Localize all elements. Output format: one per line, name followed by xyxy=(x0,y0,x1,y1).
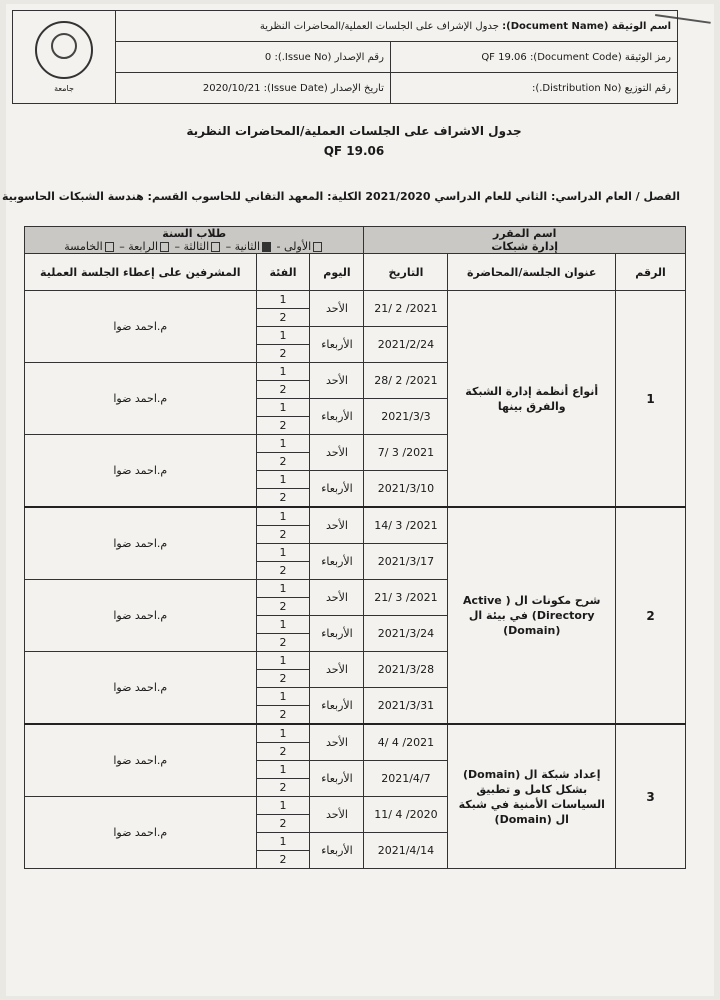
session-day: الأربعاء xyxy=(310,688,364,725)
session-date: 2021/3/31 xyxy=(364,688,448,725)
class-group: 1 xyxy=(256,652,310,670)
session-date: 2021/4/14 xyxy=(364,833,448,869)
year-fourth: الرابعة – xyxy=(119,240,159,253)
doc-code-cell xyxy=(390,42,677,73)
checkbox-icon xyxy=(105,242,114,252)
doc-name-label: اسم الوثيقة (Document Name): xyxy=(502,20,671,32)
checkbox-checked-icon xyxy=(262,242,271,252)
schedule-row xyxy=(25,291,686,309)
class-group: 2 xyxy=(256,417,310,435)
section-number: 3 xyxy=(616,724,686,869)
session-date: 2021/ 2 /21 xyxy=(364,291,448,327)
class-group: 2 xyxy=(256,309,310,327)
session-day: الأربعاء xyxy=(310,761,364,797)
class-group: 2 xyxy=(256,706,310,725)
class-group: 1 xyxy=(256,580,310,598)
session-day: الأربعاء xyxy=(310,471,364,508)
issue-date-label: تاريخ الإصدار (Issue Date): xyxy=(263,82,384,94)
session-date: 2021/ 4 /4 xyxy=(364,724,448,761)
session-date: 2021/3/3 xyxy=(364,399,448,435)
supervisor-cell: م.احمد ضوا xyxy=(25,724,257,797)
supervisor-cell: م.احمد ضوا xyxy=(25,580,257,652)
semester-info: الفصل / العام الدراسي: الثاني للعام الدراسي 2021/2020 الكلية: المعهد التقاني للحاسوب القسم: هندسة الشبكات الحاسوبية xyxy=(1,190,680,203)
checkbox-icon xyxy=(211,242,220,252)
schedule-table xyxy=(24,226,686,869)
class-group: 2 xyxy=(256,670,310,688)
session-day: الأربعاء xyxy=(310,616,364,652)
session-day: الأحد xyxy=(310,363,364,399)
session-day: الأحد xyxy=(310,652,364,688)
class-group: 1 xyxy=(256,363,310,381)
class-group: 2 xyxy=(256,345,310,363)
class-group: 1 xyxy=(256,507,310,526)
session-day: الأحد xyxy=(310,435,364,471)
students-label: طلاب السنة xyxy=(162,227,227,240)
class-group: 2 xyxy=(256,851,310,869)
class-group: 1 xyxy=(256,833,310,851)
class-group: 2 xyxy=(256,381,310,399)
col-class: الفئة xyxy=(256,254,310,291)
session-day: الأحد xyxy=(310,291,364,327)
session-date: 2021/2/24 xyxy=(364,327,448,363)
col-date: التاريخ xyxy=(364,254,448,291)
section-topic: شرح مكونات ال ( Active Directory) في بيئة ال (Domain) xyxy=(448,507,616,724)
session-date: 2021/ 3 /7 xyxy=(364,435,448,471)
session-date: 2021/4/7 xyxy=(364,761,448,797)
session-day: الأحد xyxy=(310,580,364,616)
class-group: 1 xyxy=(256,399,310,417)
session-date: 2021/ 3 /14 xyxy=(364,507,448,544)
class-group: 1 xyxy=(256,544,310,562)
session-day: الأحد xyxy=(310,507,364,544)
session-date: 2021/3/10 xyxy=(364,471,448,508)
session-day: الأحد xyxy=(310,797,364,833)
page-title: جدول الاشراف على الجلسات العملية/المحاضرات النظرية xyxy=(186,124,522,138)
schedule-row xyxy=(25,507,686,526)
year-fifth: الخامسة xyxy=(64,240,103,253)
session-day: الأربعاء xyxy=(310,544,364,580)
class-group: 2 xyxy=(256,743,310,761)
class-group: 1 xyxy=(256,327,310,345)
supervisor-cell: م.احمد ضوا xyxy=(25,797,257,869)
class-group: 1 xyxy=(256,291,310,309)
col-day: اليوم xyxy=(310,254,364,291)
column-header-row xyxy=(25,254,686,291)
year-third: الثالثة – xyxy=(174,240,210,253)
checkbox-icon xyxy=(160,242,169,252)
course-value: إدارة شبكات xyxy=(491,240,559,253)
class-group: 1 xyxy=(256,688,310,706)
session-date: 2021/3/17 xyxy=(364,544,448,580)
dist-no-cell xyxy=(390,73,677,104)
course-label: اسم المقرر xyxy=(493,227,557,240)
class-group: 2 xyxy=(256,562,310,580)
student-year-cell xyxy=(25,227,364,254)
page-subtitle: QF 19.06 xyxy=(323,144,385,158)
doc-code-value: QF 19.06 xyxy=(481,51,527,63)
class-group: 2 xyxy=(256,815,310,833)
section-number: 2 xyxy=(616,507,686,724)
supervisor-cell: م.احمد ضوا xyxy=(25,507,257,580)
checkbox-icon xyxy=(313,242,322,252)
dist-no-label: رقم التوزيع (Distribution No.): xyxy=(531,82,671,94)
doc-name-value: جدول الإشراف على الجلسات العملية/المحاضرات النظرية xyxy=(259,20,499,32)
logo-cell xyxy=(13,11,116,104)
schedule-body xyxy=(25,291,686,869)
issue-date-cell xyxy=(116,73,391,104)
col-no: الرقم xyxy=(616,254,686,291)
session-date: 2021/3/28 xyxy=(364,652,448,688)
session-day: الأربعاء xyxy=(310,399,364,435)
schedule-row xyxy=(25,724,686,743)
university-logo-icon xyxy=(35,21,93,79)
section-topic: أنواع أنظمة إدارة الشبكة والفرق بينها xyxy=(448,291,616,508)
class-group: 2 xyxy=(256,489,310,508)
session-date: 2021/ 3 /21 xyxy=(364,580,448,616)
supervisor-cell: م.احمد ضوا xyxy=(25,291,257,363)
class-group: 2 xyxy=(256,598,310,616)
class-group: 1 xyxy=(256,724,310,743)
class-group: 2 xyxy=(256,526,310,544)
class-group: 1 xyxy=(256,761,310,779)
course-row xyxy=(25,227,686,254)
class-group: 1 xyxy=(256,616,310,634)
issue-no-label: رقم الإصدار (Issue No.): xyxy=(274,51,384,63)
session-date: 2021/3/24 xyxy=(364,616,448,652)
session-day: الأربعاء xyxy=(310,833,364,869)
col-title: عنوان الجلسة/المحاضرة xyxy=(448,254,616,291)
supervisor-cell: م.احمد ضوا xyxy=(25,363,257,435)
doc-name-cell xyxy=(116,11,678,42)
class-group: 2 xyxy=(256,634,310,652)
year-first: الأولى - xyxy=(276,240,312,253)
session-date: 2021/ 2 /28 xyxy=(364,363,448,399)
issue-date-value: 2020/10/21 xyxy=(202,82,261,94)
doc-code-label: رمز الوثيقة (Document Code): xyxy=(529,51,671,63)
issue-no-value: 0 xyxy=(264,51,272,63)
class-group: 1 xyxy=(256,797,310,815)
supervisor-cell: م.احمد ضوا xyxy=(25,435,257,508)
course-cell xyxy=(364,227,686,254)
class-group: 1 xyxy=(256,471,310,489)
supervisor-cell: م.احمد ضوا xyxy=(25,652,257,725)
logo-text: جامعة xyxy=(54,84,74,93)
section-topic: إعداد شبكة ال (Domain) بشكل كامل و تطبيق السياسات الأمنية في شبكة ال (Domain) xyxy=(448,724,616,869)
class-group: 2 xyxy=(256,453,310,471)
col-supervisors: المشرفين على إعطاء الجلسة العملية xyxy=(25,254,257,291)
session-day: الأربعاء xyxy=(310,327,364,363)
year-second: الثانية – xyxy=(225,240,261,253)
session-date: 2020/ 4 /11 xyxy=(364,797,448,833)
session-day: الأحد xyxy=(310,724,364,761)
class-group: 1 xyxy=(256,435,310,453)
document-header-table xyxy=(12,10,678,104)
class-group: 2 xyxy=(256,779,310,797)
issue-no-cell xyxy=(116,42,391,73)
section-number: 1 xyxy=(616,291,686,508)
